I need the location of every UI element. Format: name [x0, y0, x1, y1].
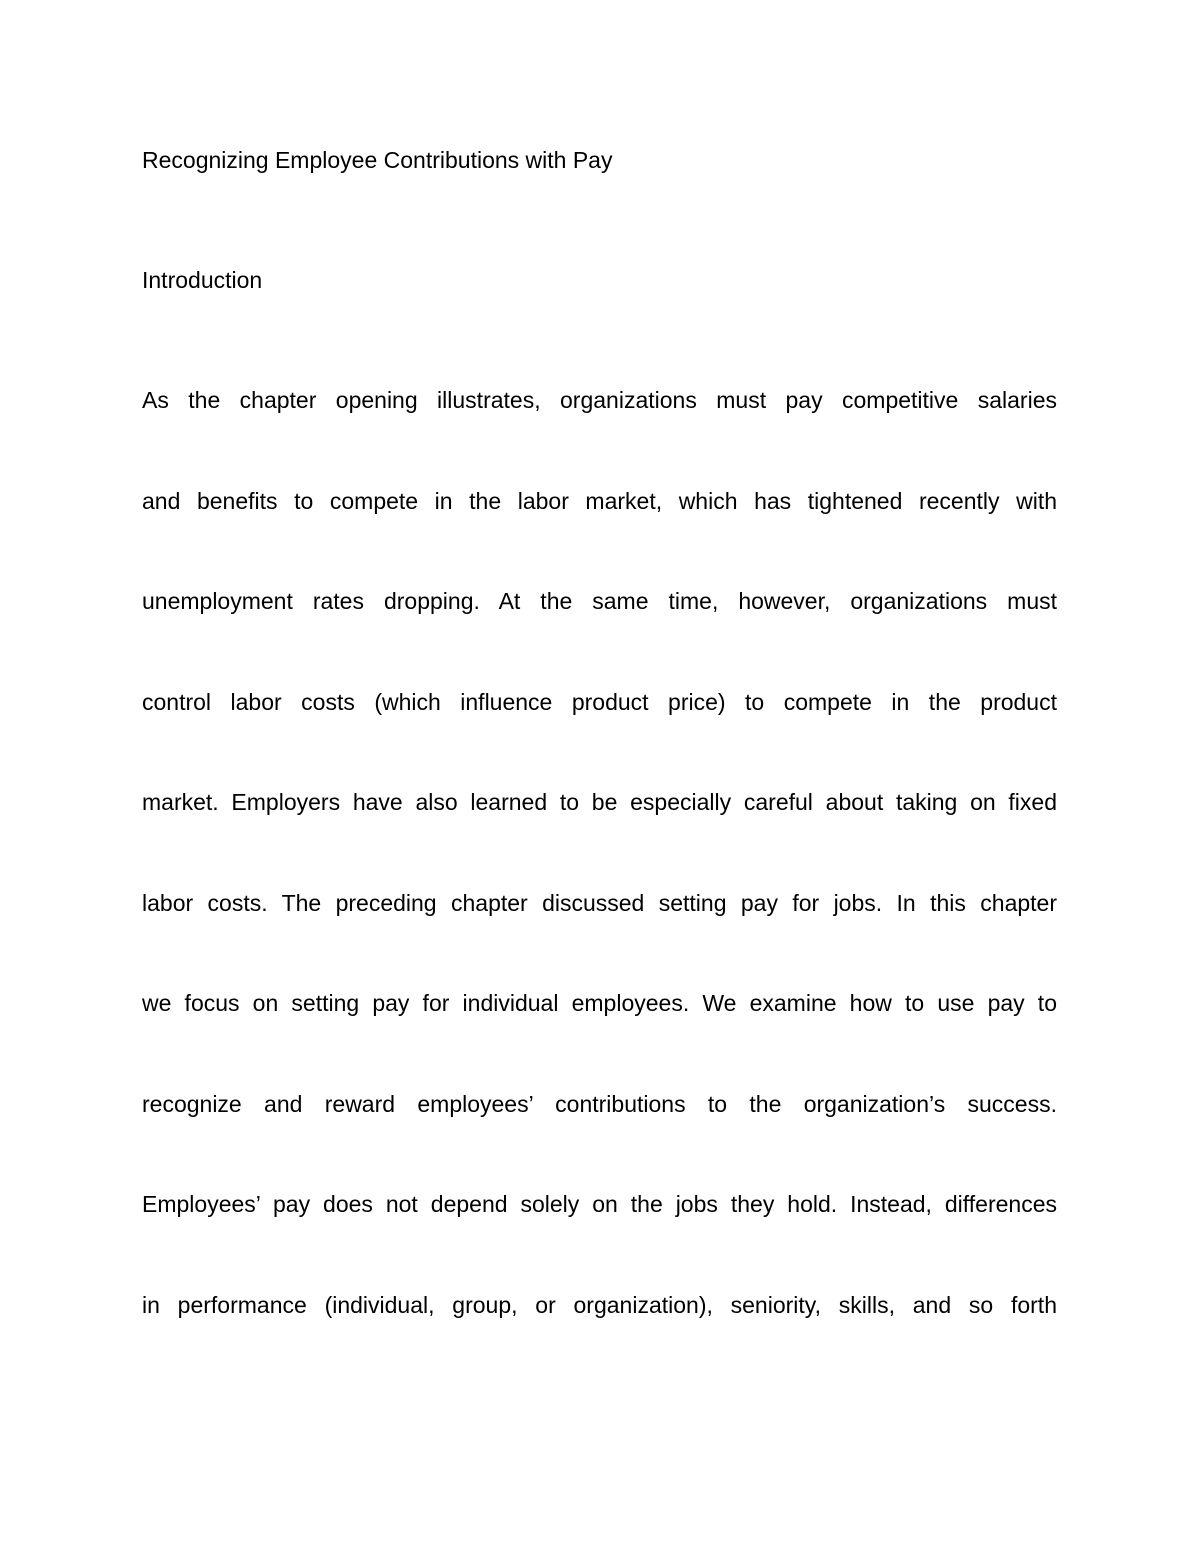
document-title: Recognizing Employee Contributions with Pay — [142, 147, 613, 173]
paragraph-line: we focus on setting pay for individual employees. We examine how to use pay to — [142, 990, 1057, 1016]
paragraph-line: labor costs. The preceding chapter discussed setting pay for jobs. In this chapter — [142, 889, 1057, 916]
paragraph-line: Employees’ pay does not depend solely on the jobs they hold. Instead, differences — [142, 1191, 1057, 1217]
paragraph-line: market. Employers have also learned to be especially careful about taking on fixed — [142, 789, 1057, 815]
paragraph-line: in performance (individual, group, or organization), seniority, skills, and so forth — [142, 1291, 1057, 1318]
paragraph-line: As the chapter opening illustrates, organizations must pay competitive salaries — [142, 387, 1057, 413]
paragraph-line: control labor costs (which influence product price) to compete in the product — [142, 688, 1057, 715]
paragraph-line: unemployment rates dropping. At the same time, however, organizations must — [142, 588, 1057, 614]
paragraph-line: recognize and reward employees’ contributions to the organization’s success. — [142, 1090, 1057, 1117]
section-heading: Introduction — [142, 267, 263, 293]
paragraph-line: and benefits to compete in the labor market, which has tightened recently with — [142, 487, 1057, 514]
body-paragraph — [142, 384, 1057, 1389]
